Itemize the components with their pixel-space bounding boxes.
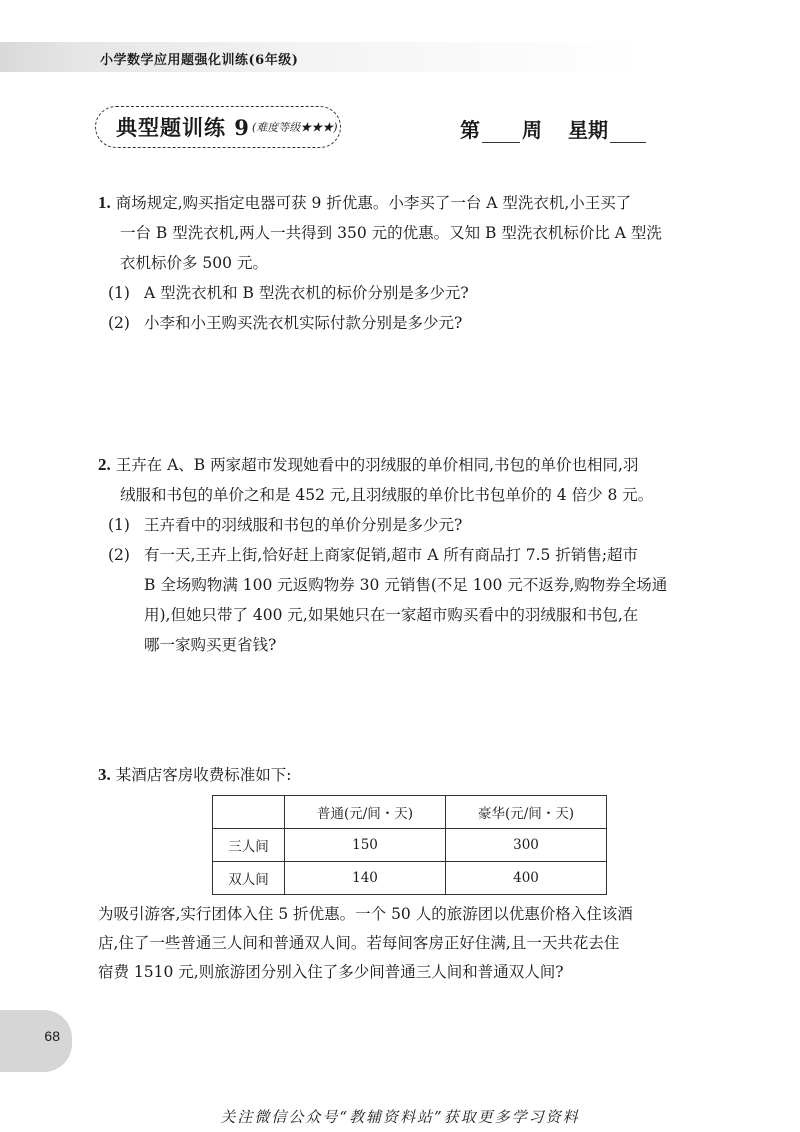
sub-question <box>98 308 718 338</box>
table-header-cell <box>213 796 285 829</box>
table-cell: 400 <box>446 862 607 895</box>
page-number: 68 <box>44 1028 60 1044</box>
sub-question-line: 有一天,王卉上街,恰好赶上商家促销,超市 A 所有商品打 7.5 折销售;超市 <box>144 546 639 564</box>
week-suffix: 周 <box>522 118 542 142</box>
sub-question-line: B 全场购物满 100 元返购物券 30 元销售(不足 100 元不返券,购物券全场通 <box>144 576 668 594</box>
paragraph-line: 店,住了一些普通三人间和普通双人间。若每间客房正好住满,且一天共花去住 <box>98 934 620 952</box>
sub-question-tag: (1) <box>108 284 130 302</box>
problem-3 <box>98 760 718 790</box>
table-cell: 300 <box>446 829 607 862</box>
problem-line: 王卉在 A、B 两家超市发现她看中的羽绒服的单价相同,书包的单价也相同,羽 <box>115 456 639 474</box>
sub-question-tag: (2) <box>108 314 130 332</box>
week-blank <box>482 122 520 143</box>
table-cell: 150 <box>285 829 446 862</box>
table-cell: 140 <box>285 862 446 895</box>
problem-line: 某酒店客房收费标准如下: <box>115 766 292 784</box>
table-header-cell: 普通(元/间・天) <box>285 796 446 829</box>
problem-number: 2. <box>98 455 111 474</box>
sub-question-text <box>144 540 718 660</box>
problem-line: 绒服和书包的单价之和是 452 元,且羽绒服的单价比书包单价的 4 倍少 8 元。 <box>120 486 654 504</box>
table-row <box>213 829 607 862</box>
sub-question-tag: (2) <box>108 546 130 564</box>
table-cell: 三人间 <box>213 829 285 862</box>
footer-note: 关注微信公众号“教辅资料站”获取更多学习资料 <box>220 1108 580 1126</box>
sub-question-line: 用),但她只带了 400 元,如果她只在一家超市购买看中的羽绒服和书包,在 <box>144 606 639 624</box>
weekday-label: 星期 <box>568 118 608 142</box>
difficulty-label: (难度等级★★★) <box>251 121 338 134</box>
exercise-title: 典型题训练 9 <box>116 115 250 140</box>
week-day-line <box>460 114 646 143</box>
table-header-cell: 豪华(元/间・天) <box>446 796 607 829</box>
exercise-badge <box>95 106 341 148</box>
weekday-blank <box>610 122 646 143</box>
sub-question-text: 小李和小王购买洗衣机实际付款分别是多少元? <box>144 314 463 332</box>
sub-question-line: 哪一家购买更省钱? <box>144 636 277 654</box>
sub-question <box>98 540 718 660</box>
problem-3-description <box>98 900 698 987</box>
sub-question <box>98 510 718 540</box>
problem-number: 1. <box>98 193 111 212</box>
problem-line: 衣机标价多 500 元。 <box>120 254 268 272</box>
paragraph-line: 宿费 1510 元,则旅游团分别入住了多少间普通三人间和普通双人间? <box>98 963 564 981</box>
problem-2 <box>98 450 718 660</box>
problem-line: 商场规定,购买指定电器可获 9 折优惠。小李买了一台 A 型洗衣机,小王买了 <box>115 194 632 212</box>
week-prefix: 第 <box>460 118 480 142</box>
problem-line: 一台 B 型洗衣机,两人一共得到 350 元的优惠。又知 B 型洗衣机标价比 A 型洗 <box>120 224 662 242</box>
sub-question-tag: (1) <box>108 516 130 534</box>
sub-question <box>98 278 718 308</box>
paragraph-line: 为吸引游客,实行团体入住 5 折优惠。一个 50 人的旅游团以优惠价格入住该酒 <box>98 905 633 923</box>
table-cell: 双人间 <box>213 862 285 895</box>
sub-question-text: A 型洗衣机和 B 型洗衣机的标价分别是多少元? <box>144 284 469 302</box>
room-price-table <box>212 795 607 895</box>
sub-question-text: 王卉看中的羽绒服和书包的单价分别是多少元? <box>144 516 463 534</box>
table-header-row <box>213 796 607 829</box>
problem-1 <box>98 188 718 338</box>
problem-number: 3. <box>98 765 111 784</box>
book-title: 小学数学应用题强化训练(6年级) <box>100 53 299 68</box>
table-row <box>213 862 607 895</box>
